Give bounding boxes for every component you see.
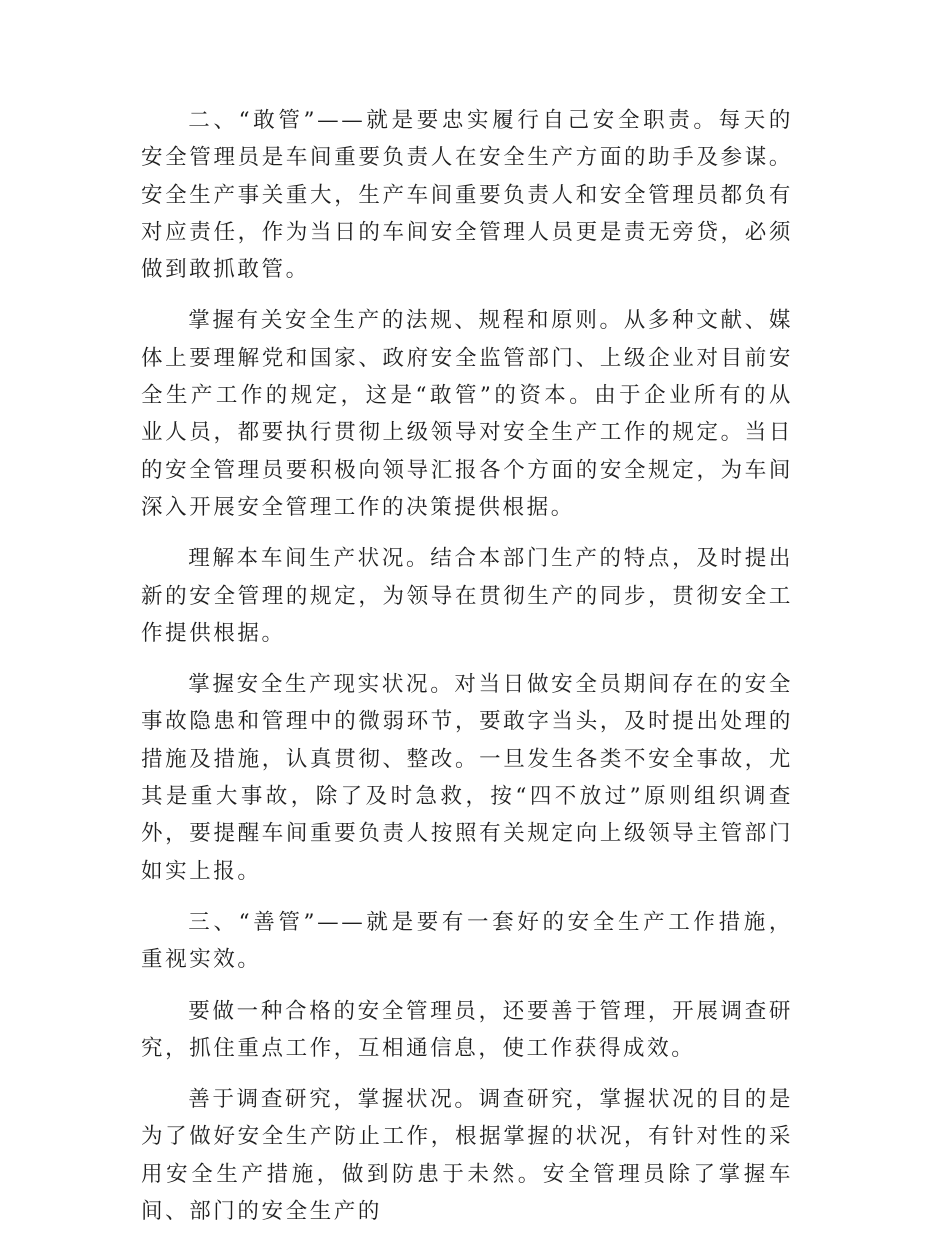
document-body (141, 102, 793, 1244)
paragraph-7: 善于调查研究，掌握状况。调查研究，掌握状况的目的是为了做好安全生产防止工作，根据掌握的状况，有针对性的采用安全生产措施，做到防患于未然。安全管理员除了掌握车间、部门的安全生产的 (141, 1087, 793, 1225)
paragraph-1: 二、“敢管”——就是要忠实履行自己安全职责。每天的安全管理员是车间重要负责人在安全生产方面的助手及参谋。安全生产事关重大，生产车间重要负责人和安全管理员都负有对应责任，作为当日的车间安全管理人员更是责无旁贷，必须做到敢抓敢管。 (141, 108, 793, 283)
paragraph-6: 要做一种合格的安全管理员，还要善于管理，开展调查研究，抓住重点工作，互相通信息，使工作获得成效。 (141, 998, 793, 1061)
paragraph-3: 理解本车间生产状况。结合本部门生产的特点，及时提出新的安全管理的规定，为领导在贯彻生产的同步，贯彻安全工作提供根据。 (141, 546, 793, 646)
paragraph-4: 掌握安全生产现实状况。对当日做安全员期间存在的安全事故隐患和管理中的微弱环节，要敢字当头，及时提出处理的措施及措施，认真贯彻、整改。一旦发生各类不安全事故，尤其是重大事故，除了及时急救，按“四不放过”原则组织调查外，要提醒车间重要负责人按照有关规定向上级领导主管部门如实上报。 (141, 672, 793, 884)
paragraph-2: 掌握有关安全生产的法规、规程和原则。从多种文献、媒体上要理解党和国家、政府安全监管部门、上级企业对目前安全生产工作的规定，这是“敢管”的资本。由于企业所有的从业人员，都要执行贯彻上级领导对安全生产工作的规定。当日的安全管理员要积极向领导汇报各个方面的安全规定，为车间深入开展安全管理工作的决策提供根据。 (141, 308, 793, 520)
paragraph-5: 三、“善管”——就是要有一套好的安全生产工作措施，重视实效。 (141, 909, 793, 973)
